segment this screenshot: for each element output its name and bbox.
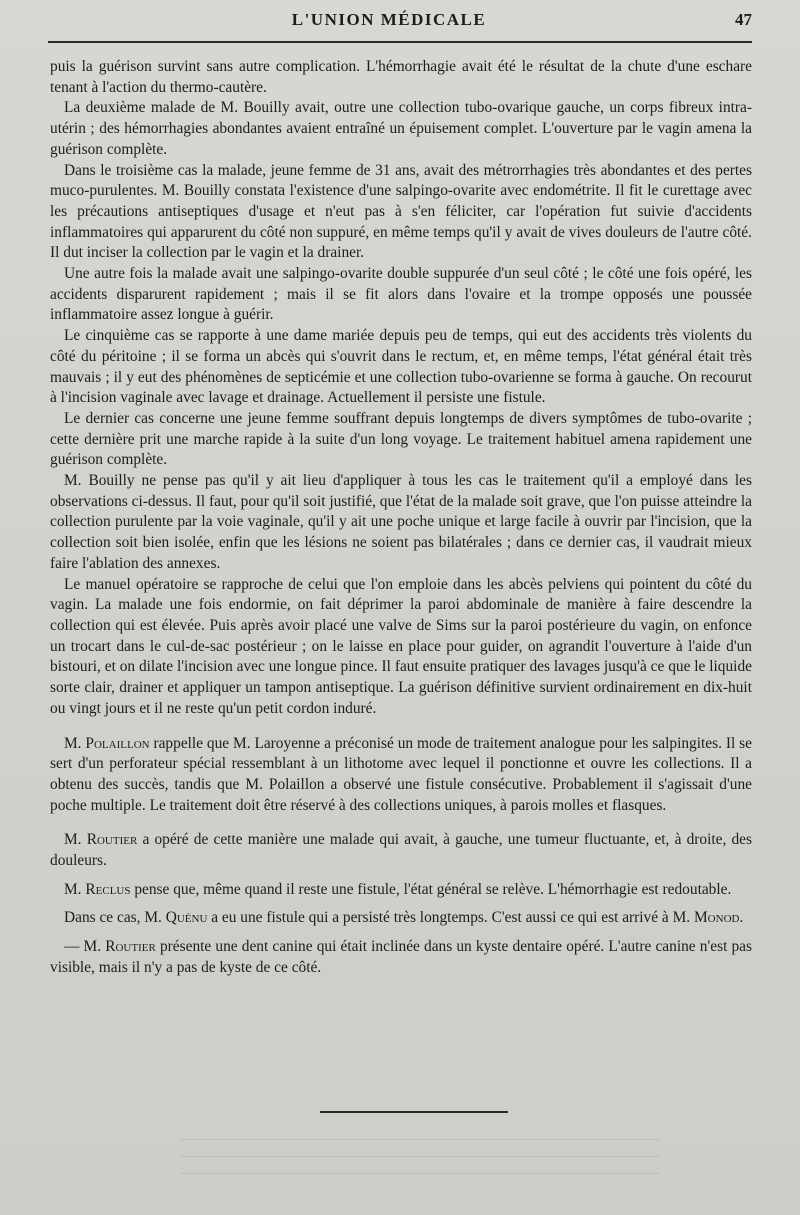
- paragraph-text: .: [739, 909, 744, 927]
- paragraph-text: a eu une fistule qui a persisté très longtemps. C'est aussi ce qui est arrivé à M.: [207, 909, 694, 927]
- speaker-name: M. Polaillon: [64, 734, 150, 752]
- paragraph-quenu: [50, 908, 752, 929]
- paragraph-7: M. Bouilly ne pense pas qu'il y ait lieu d'appliquer à tous les cas le traitement qu'il a employé dans les observations ci-dessus. Il faut, pour qu'il soit justifié, que l'état de la malade soit grave, que l'on puisse atteindre la collection purulente par la voie vaginale, qu'il y ait une poche unique et large facile à ouvrir par l'incision, que la collection soit bien isolée, enfin que les lésions ne soient pas bilatérales ; dans ce dernier cas, il vaudrait mieux faire l'ablation des annexes.: [50, 472, 753, 572]
- header-rule: [48, 41, 752, 43]
- show-through-texture: [180, 1130, 660, 1190]
- end-rule: [320, 1111, 508, 1113]
- paragraph-8: Le manuel opératoire se rapproche de celui que l'on emploie dans les abcès pelviens qui pointent du côté du vagin. La malade une fois endormie, on fait déprimer la paroi abdominale de manière à faire descendre la collection qui est élevée. Puis après avoir placé une valve de Sims sur la paroi postérieure du vagin, on enfonce un trocart dans le cul-de-sac postérieur ; on le laisse en place pour guider, on agrandit l'ouverture à l'aide d'un bistouri, et on dilate l'incision avec une longue pince. Il faut ensuite pratiquer des lavages jusqu'à ce que le liquide sorte clair, drainer et appliquer un tampon antiseptique. La guérison définitive survient ordinairement en dix-huit ou vingt jours et il ne reste qu'un petit cordon induré.: [50, 575, 752, 717]
- speaker-name: M. Routier: [83, 938, 156, 956]
- page-header: [48, 6, 752, 36]
- speaker-name: Quénu: [165, 909, 208, 927]
- dash: —: [64, 938, 84, 956]
- paragraph-6: Le dernier cas concerne une jeune femme souffrant depuis longtemps de divers symptômes de tubo-ovarite ; cette dernière prit une marche rapide à la suite d'un long voyage. Le traitement habituel amena rapidement une guérison complète.: [50, 409, 752, 469]
- speaker-name: M. Routier: [64, 831, 138, 849]
- paragraph-text: rappelle que M. Laroyenne a préconisé un mode de traitement analogue pour les salpingites. Il se sert d'un perforateur spécial ressemblant à un lithotome avec lequel il ponctionne et ouvre les collections. Il a obtenu des succès, tandis que M. Polaillon a observé une fistule consécutive. Probablement il s'agissait d'une poche multiple. Le traitement doit être réservé à des collections uniques, à parois molles et flasques.: [50, 734, 752, 814]
- page-number: 47: [735, 10, 752, 29]
- paragraph-text: présente une dent canine qui était inclinée dans un kyste dentaire opéré. L'autre canine n'est pas visible, mais il n'y a pas de kyste de ce côté.: [50, 938, 752, 976]
- article-body: [50, 57, 752, 979]
- paragraph-1: puis la guérison survint sans autre complication. L'hémorrhagie avait été le résultat de la chute d'une eschare tenant à l'action du thermo-cautère.: [50, 58, 752, 96]
- speaker-name: Monod: [694, 909, 740, 927]
- paragraph-4: Une autre fois la malade avait une salpingo-ovarite double suppurée d'un seul côté ; le côté une fois opéré, les accidents disparurent rapidement ; mais il se fit alors dans l'ovaire et la trompe opposés une poussée inflammatoire assez longue à guérir.: [50, 265, 752, 324]
- paragraph-3: Dans le troisième cas la malade, jeune femme de 31 ans, avait des métrorrhagies très abondantes et des pertes muco-purulentes. M. Bouilly constata l'existence d'une salpingo-ovarite avec endométrite. Il fit le curettage avec les précautions antiseptiques d'usage et n'eut pas à s'en féliciter, car l'opération fut suivie d'accidents inflammatoires qui apparurent du côté non suppuré, en même temps qu'il y avait de vives douleurs de l'autre côté. Il dut inciser la collection par le vagin et la drainer.: [50, 161, 752, 262]
- paragraph-2: La deuxième malade de M. Bouilly avait, outre une collection tubo-ovarique gauche, un corps fibreux intra-utérin ; des hémorrhagies abondantes avaient entraîné un épuisement complet. L'ouverture par le vagin amena la guérison complète.: [50, 99, 752, 158]
- paragraph-text: a opéré de cette manière une malade qui avait, à gauche, une tumeur fluctuante, et, à droite, des douleurs.: [50, 831, 752, 870]
- paragraph-reclus: [50, 880, 752, 901]
- speaker-name: M. Reclus: [64, 880, 131, 898]
- paragraph-text: Dans ce cas, M.: [64, 909, 166, 927]
- paragraph-text: pense que, même quand il reste une fistule, l'état général se relève. L'hémorrhagie est redoutable.: [130, 880, 732, 898]
- paragraph-routier-2: [50, 937, 752, 978]
- running-title: L'UNION MÉDICALE: [291, 10, 487, 29]
- paragraph-5: Le cinquième cas se rapporte à une dame mariée depuis peu de temps, qui eut des accidents très violents du côté du péritoine ; il se forma un abcès qui s'ouvrit dans le rectum, et, en même temps, l'état général était très mauvais ; il y eut des phénomènes de septicémie et une collection tubo-ovarienne se forma à gauche. On recourut à l'incision vaginale avec lavage et drainage. Actuellement il persiste une fistule.: [50, 327, 752, 407]
- paragraph-polaillon: [50, 734, 752, 817]
- paragraph-routier-1: [50, 830, 752, 871]
